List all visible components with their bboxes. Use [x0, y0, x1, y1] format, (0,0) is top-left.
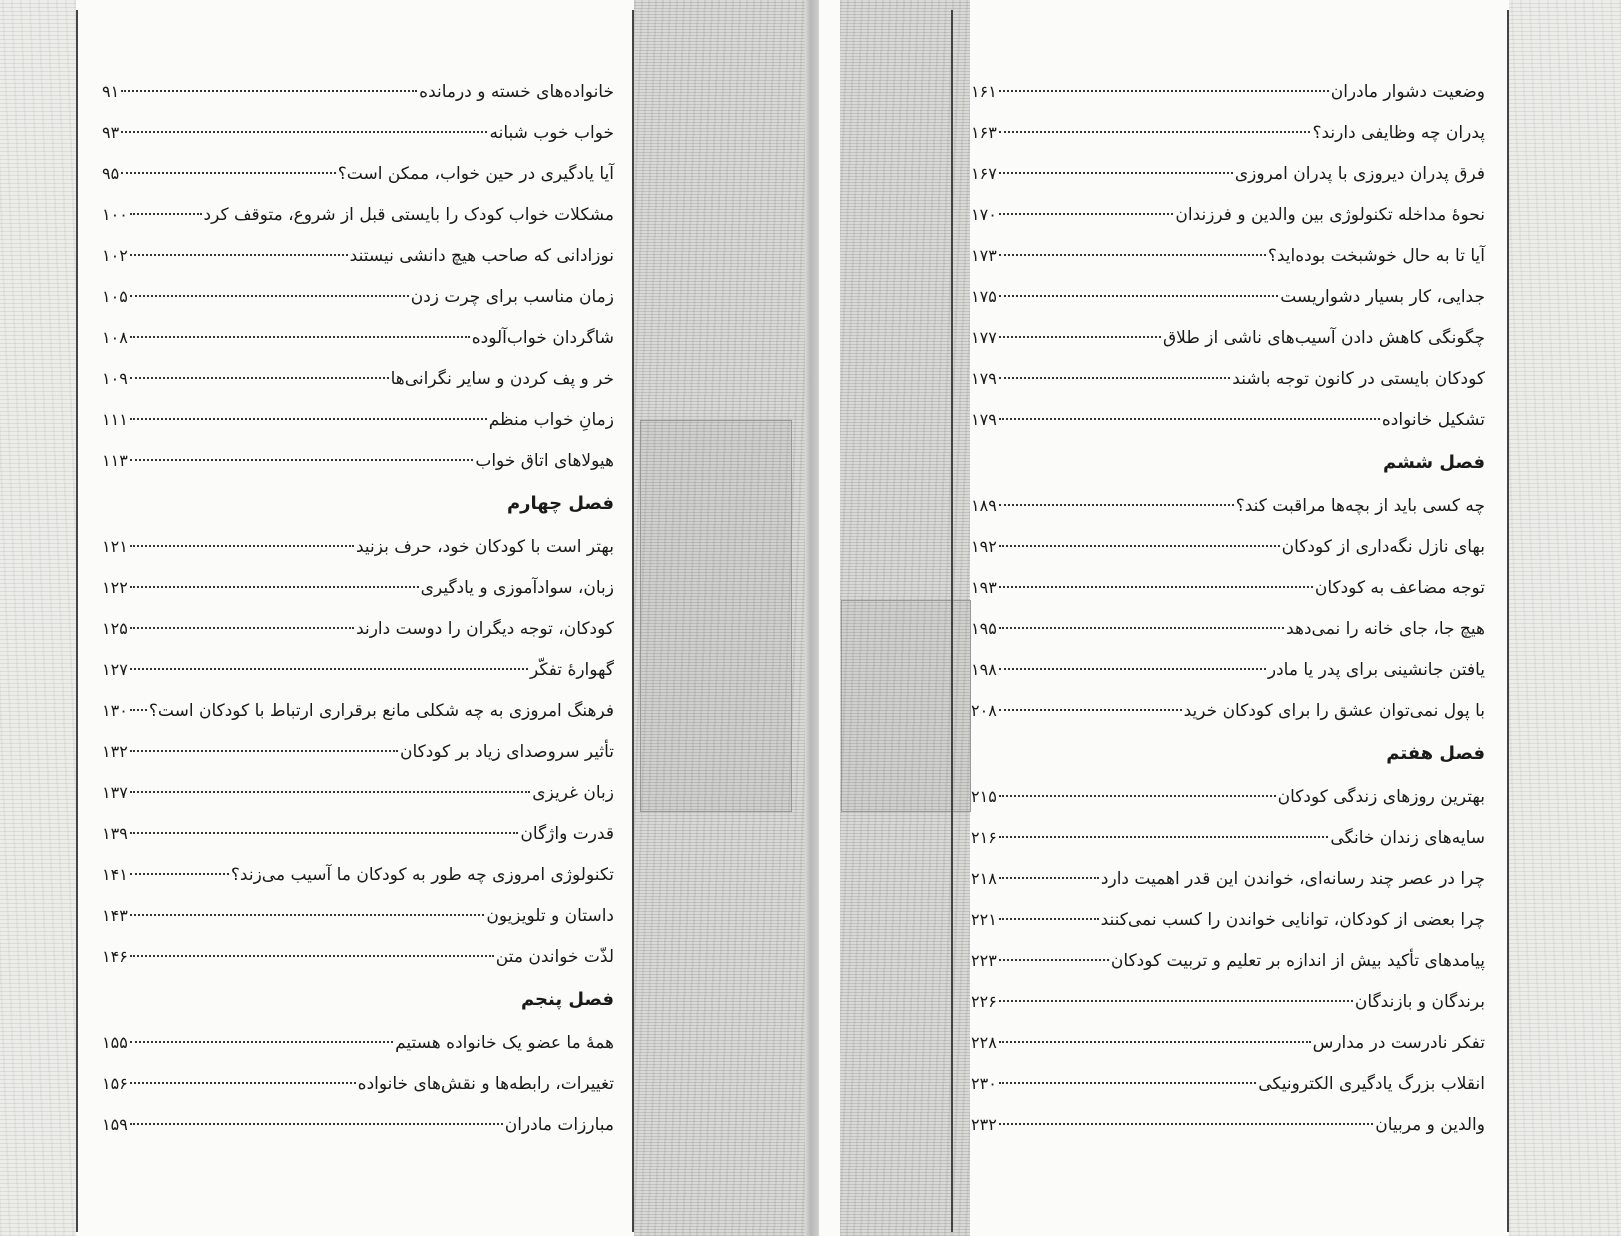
- right-page-margin-rule: [1507, 10, 1509, 1232]
- toc-entry-title: داستان و تلویزیون: [486, 906, 614, 926]
- toc-dot-leader: [999, 172, 1233, 174]
- toc-entry-title: مبارزات مادران: [504, 1115, 614, 1135]
- toc-entry-title: تشکیل خانواده: [1381, 410, 1485, 430]
- chapter-heading-fourth: فصل چهارم: [506, 493, 614, 514]
- toc-dot-leader: [999, 213, 1174, 215]
- toc-entry: [102, 649, 614, 690]
- toc-dot-leader: [130, 873, 229, 875]
- toc-entry: [971, 485, 1485, 526]
- toc-entry: [102, 317, 614, 358]
- toc-entry-title: مشکلات خواب کودک را بایستی قبل از شروع، متوقف کرد: [203, 205, 614, 225]
- toc-entry: [971, 858, 1485, 899]
- toc-dot-leader: [130, 627, 354, 629]
- toc-dot-leader: [130, 709, 147, 711]
- toc-dot-leader: [999, 131, 1311, 133]
- toc-entry: [971, 276, 1485, 317]
- toc-entry-page-number: ۱۳۹: [102, 824, 128, 843]
- toc-entry-title: زمان مناسب برای چرت زدن: [410, 287, 614, 307]
- toc-dot-leader: [130, 955, 494, 957]
- toc-entry-page-number: ۱۳۲: [102, 742, 128, 761]
- chapter-heading-fifth: فصل پنجم: [520, 989, 614, 1010]
- toc-entry: [971, 112, 1485, 153]
- toc-entry: [971, 690, 1485, 731]
- toc-entry-page-number: ۱۱۳: [102, 451, 128, 470]
- right-page-texture-strip: [1509, 0, 1621, 1236]
- left-page-paper-patch: [640, 420, 792, 812]
- toc-entry-title: چرا بعضی از کودکان، توانایی خواندن را کسب نمی‌کنند: [1100, 910, 1485, 930]
- toc-dot-leader: [130, 668, 528, 670]
- toc-entry-page-number: ۱۷۹: [971, 410, 997, 429]
- toc-dot-leader: [999, 504, 1234, 506]
- toc-entry-page-number: ۲۰۸: [971, 701, 997, 720]
- toc-dot-leader: [130, 914, 485, 916]
- toc-dot-leader: [130, 1082, 356, 1084]
- toc-entry-page-number: ۱۴۳: [102, 906, 128, 925]
- toc-entry-title: هیولاهای اتاق خواب: [475, 451, 614, 471]
- left-toc: [102, 71, 614, 1145]
- toc-entry: [971, 526, 1485, 567]
- toc-entry-page-number: ۱۲۱: [102, 537, 128, 556]
- toc-entry-title: بهترین روزهای زندگی کودکان: [1277, 787, 1485, 807]
- right-toc-section-b: [971, 485, 1485, 731]
- toc-entry: [971, 649, 1485, 690]
- toc-dot-leader: [130, 586, 419, 588]
- toc-entry-title: آیا تا به حال خوشبخت بوده‌اید؟: [1267, 246, 1485, 266]
- toc-dot-leader: [999, 1041, 1311, 1043]
- toc-entry-page-number: ۱۶۱: [971, 82, 997, 101]
- toc-entry: [102, 112, 614, 153]
- toc-entry-title: گهوارهٔ تفکّر: [529, 660, 614, 680]
- toc-entry: [102, 440, 614, 481]
- toc-entry-page-number: ۱۰۲: [102, 246, 128, 265]
- toc-entry-page-number: ۱۹۵: [971, 619, 997, 638]
- toc-entry-title: توجه مضاعف به کودکان: [1314, 578, 1485, 598]
- left-page: [0, 0, 805, 1236]
- chapter-heading-sixth: فصل ششم: [1383, 452, 1485, 473]
- toc-entry: [102, 772, 614, 813]
- toc-entry-page-number: ۱۰۹: [102, 369, 128, 388]
- toc-entry-page-number: ۲۱۶: [971, 828, 997, 847]
- toc-dot-leader: [130, 791, 531, 793]
- book-spine-gutter: [805, 0, 819, 1236]
- toc-entry-title: خانواده‌های خسته و درمانده: [419, 82, 614, 102]
- toc-entry-page-number: ۲۱۸: [971, 869, 997, 888]
- toc-entry-page-number: ۹۱: [102, 82, 120, 101]
- toc-entry-title: سایه‌های زندان خانگی: [1330, 828, 1485, 848]
- toc-entry-page-number: ۱۷۹: [971, 369, 997, 388]
- toc-entry-page-number: ۱۰۰: [102, 205, 128, 224]
- toc-entry-page-number: ۱۰۸: [102, 328, 128, 347]
- toc-entry-page-number: ۲۲۶: [971, 992, 997, 1011]
- toc-entry-title: تکنولوژی امروزی چه طور به کودکان ما آسیب می‌زند؟: [230, 865, 614, 885]
- toc-entry-title: برندگان و بازندگان: [1354, 992, 1485, 1012]
- toc-dot-leader: [130, 545, 354, 547]
- toc-entry: [102, 276, 614, 317]
- toc-entry-title: جدایی، کار بسیار دشواریست: [1280, 287, 1485, 307]
- toc-entry-title: با پول نمی‌توان عشق را برای کودکان خرید: [1183, 701, 1485, 721]
- toc-dot-leader: [130, 1041, 393, 1043]
- toc-entry: [971, 608, 1485, 649]
- toc-entry-title: تفکر نادرست در مدارس: [1312, 1033, 1485, 1053]
- toc-entry: [971, 817, 1485, 858]
- toc-entry: [102, 690, 614, 731]
- toc-entry-page-number: ۱۸۹: [971, 496, 997, 515]
- toc-dot-leader: [999, 1000, 1353, 1002]
- toc-dot-leader: [999, 877, 1099, 879]
- toc-entry: [102, 731, 614, 772]
- toc-entry: [102, 1022, 614, 1063]
- toc-dot-leader: [121, 172, 336, 174]
- toc-dot-leader: [121, 90, 417, 92]
- toc-entry-page-number: ۱۵۶: [102, 1074, 128, 1093]
- toc-entry-title: چرا در عصر چند رسانه‌ای، خواندن این قدر اهمیت دارد: [1100, 869, 1485, 889]
- toc-entry: [971, 399, 1485, 440]
- toc-entry: [971, 317, 1485, 358]
- toc-entry-page-number: ۱۴۶: [102, 947, 128, 966]
- toc-entry: [971, 899, 1485, 940]
- toc-entry-page-number: ۱۳۷: [102, 783, 128, 802]
- toc-entry: [102, 854, 614, 895]
- toc-entry: [102, 936, 614, 977]
- right-toc-section-a: [971, 71, 1485, 440]
- toc-entry-page-number: ۱۳۰: [102, 701, 128, 720]
- toc-entry: [971, 358, 1485, 399]
- toc-entry: [102, 526, 614, 567]
- toc-entry-title: تأثیر سروصدای زیاد بر کودکان: [400, 742, 614, 762]
- toc-entry-title: یافتن جانشینی برای پدر یا مادر: [1267, 660, 1485, 680]
- toc-entry-title: انقلاب بزرگ یادگیری الکترونیکی: [1258, 1074, 1485, 1094]
- toc-dot-leader: [130, 377, 389, 379]
- toc-dot-leader: [130, 459, 474, 461]
- toc-entry-title: زمانِ خواب منظم: [488, 410, 614, 430]
- toc-entry-page-number: ۱۹۸: [971, 660, 997, 679]
- toc-entry-title: خواب خوب شبانه: [489, 123, 614, 143]
- toc-entry-title: فرق پدران دیروزی با پدران امروزی: [1234, 164, 1485, 184]
- left-toc-section-a: [102, 71, 614, 481]
- chapter-heading-seventh: فصل هفتم: [1386, 743, 1485, 764]
- toc-entry-page-number: ۲۳۰: [971, 1074, 997, 1093]
- toc-entry-page-number: ۲۲۸: [971, 1033, 997, 1052]
- toc-entry-page-number: ۲۲۳: [971, 951, 997, 970]
- toc-dot-leader: [130, 750, 398, 752]
- toc-entry: [971, 776, 1485, 817]
- toc-entry-title: آیا یادگیری در حین خواب، ممکن است؟: [337, 164, 614, 184]
- toc-entry-title: کودکان، توجه دیگران را دوست دارند: [356, 619, 614, 639]
- toc-entry: [971, 194, 1485, 235]
- toc-entry-title: کودکان بایستی در کانون توجه باشند: [1232, 369, 1485, 389]
- toc-entry-page-number: ۲۳۲: [971, 1115, 997, 1134]
- toc-entry-page-number: ۲۲۱: [971, 910, 997, 929]
- toc-entry-title: همهٔ ما عضو یک خانواده هستیم: [395, 1033, 614, 1053]
- toc-entry-page-number: ۲۱۵: [971, 787, 997, 806]
- toc-entry-page-number: ۱۷۳: [971, 246, 997, 265]
- toc-entry-page-number: ۹۳: [102, 123, 120, 142]
- toc-entry-title: بهتر است با کودکان خود، حرف بزنید: [355, 537, 614, 557]
- toc-entry-title: تغییرات، رابطه‌ها و نقش‌های خانواده: [357, 1074, 614, 1094]
- toc-entry-title: وضعیت دشوار مادران: [1330, 82, 1485, 102]
- toc-entry-title: قدرت واژگان: [520, 824, 614, 844]
- toc-dot-leader: [999, 254, 1266, 256]
- toc-dot-leader: [121, 131, 487, 133]
- right-toc: [971, 71, 1485, 1145]
- toc-entry-title: لذّت خواندن متن: [495, 947, 614, 967]
- toc-entry-page-number: ۱۲۵: [102, 619, 128, 638]
- toc-entry: [102, 608, 614, 649]
- toc-entry-title: شاگردان خواب‌آلوده: [471, 328, 614, 348]
- toc-dot-leader: [130, 295, 409, 297]
- toc-dot-leader: [999, 836, 1329, 838]
- toc-entry: [971, 940, 1485, 981]
- right-toc-section-c: [971, 776, 1485, 1145]
- toc-entry: [102, 399, 614, 440]
- toc-entry: [971, 981, 1485, 1022]
- toc-dot-leader: [130, 336, 470, 338]
- toc-dot-leader: [999, 90, 1329, 92]
- toc-entry-page-number: ۱۲۲: [102, 578, 128, 597]
- toc-entry-title: زبان، سوادآموزی و یادگیری: [420, 578, 614, 598]
- toc-dot-leader: [130, 254, 348, 256]
- toc-entry-page-number: ۱۶۷: [971, 164, 997, 183]
- toc-entry-page-number: ۹۵: [102, 164, 120, 183]
- toc-dot-leader: [999, 627, 1284, 629]
- toc-entry-title: پدران چه وظایفی دارند؟: [1312, 123, 1485, 143]
- toc-entry-title: هیچ جا، جای خانه را نمی‌دهد: [1286, 619, 1485, 639]
- toc-entry-page-number: ۱۹۲: [971, 537, 997, 556]
- toc-entry-page-number: ۱۷۰: [971, 205, 997, 224]
- toc-entry-page-number: ۱۲۷: [102, 660, 128, 679]
- toc-entry-title: زبان غریزی: [532, 783, 614, 803]
- toc-entry: [102, 71, 614, 112]
- toc-entry-page-number: ۱۵۹: [102, 1115, 128, 1134]
- toc-dot-leader: [999, 959, 1109, 961]
- toc-dot-leader: [999, 1123, 1373, 1125]
- toc-dot-leader: [130, 1123, 503, 1125]
- right-page-inner-rule: [951, 10, 953, 1232]
- toc-entry-title: نوزادانی که صاحب هیچ دانشی نیستند: [349, 246, 614, 266]
- toc-entry-page-number: ۱۱۱: [102, 410, 128, 429]
- toc-entry: [102, 1104, 614, 1145]
- left-toc-section-b: [102, 526, 614, 977]
- toc-entry: [971, 1063, 1485, 1104]
- left-page-inner-rule: [632, 10, 634, 1232]
- toc-entry-title: چگونگی کاهش دادن آسیب‌های ناشی از طلاق: [1162, 328, 1485, 348]
- right-page: [819, 0, 1621, 1236]
- toc-entry: [102, 567, 614, 608]
- toc-entry-page-number: ۱۴۱: [102, 865, 128, 884]
- left-page-texture-strip: [0, 0, 76, 1236]
- toc-entry: [102, 813, 614, 854]
- toc-entry: [102, 895, 614, 936]
- toc-dot-leader: [999, 295, 1278, 297]
- toc-dot-leader: [999, 336, 1161, 338]
- toc-entry: [971, 567, 1485, 608]
- left-toc-section-c: [102, 1022, 614, 1145]
- toc-dot-leader: [999, 1082, 1256, 1084]
- toc-dot-leader: [999, 668, 1266, 670]
- toc-dot-leader: [999, 709, 1182, 711]
- toc-entry: [971, 235, 1485, 276]
- toc-entry: [102, 153, 614, 194]
- toc-entry: [102, 194, 614, 235]
- toc-entry: [102, 358, 614, 399]
- toc-entry: [971, 153, 1485, 194]
- toc-entry-title: پیامدهای تأکید بیش از اندازه بر تعلیم و تربیت کودکان: [1110, 951, 1485, 971]
- toc-entry-page-number: ۱۷۷: [971, 328, 997, 347]
- toc-entry: [102, 1063, 614, 1104]
- toc-entry-title: خر و پف کردن و سایر نگرانی‌ها: [390, 369, 614, 389]
- toc-entry-page-number: ۱۹۳: [971, 578, 997, 597]
- left-page-margin-rule: [76, 10, 78, 1232]
- toc-entry: [971, 1022, 1485, 1063]
- toc-dot-leader: [130, 418, 487, 420]
- toc-entry-title: والدین و مربیان: [1375, 1115, 1485, 1135]
- toc-dot-leader: [130, 213, 202, 215]
- toc-entry-page-number: ۱۷۵: [971, 287, 997, 306]
- toc-dot-leader: [999, 586, 1313, 588]
- toc-dot-leader: [999, 918, 1099, 920]
- toc-dot-leader: [999, 545, 1280, 547]
- toc-entry-page-number: ۱۶۳: [971, 123, 997, 142]
- toc-entry: [102, 235, 614, 276]
- toc-dot-leader: [999, 418, 1380, 420]
- toc-entry-title: نحوهٔ مداخله تکنولوژی بین والدین و فرزندان: [1175, 205, 1485, 225]
- toc-entry: [971, 71, 1485, 112]
- toc-dot-leader: [130, 832, 519, 834]
- toc-entry-page-number: ۱۰۵: [102, 287, 128, 306]
- toc-entry-page-number: ۱۵۵: [102, 1033, 128, 1052]
- toc-entry-title: چه کسی باید از بچه‌ها مراقبت کند؟: [1235, 496, 1485, 516]
- toc-dot-leader: [999, 795, 1276, 797]
- toc-dot-leader: [999, 377, 1230, 379]
- toc-entry-title: فرهنگ امروزی به چه شکلی مانع برقراری ارتباط با کودکان است؟: [148, 701, 614, 721]
- toc-entry-title: بهای نازل نگه‌داری از کودکان: [1281, 537, 1485, 557]
- toc-entry: [971, 1104, 1485, 1145]
